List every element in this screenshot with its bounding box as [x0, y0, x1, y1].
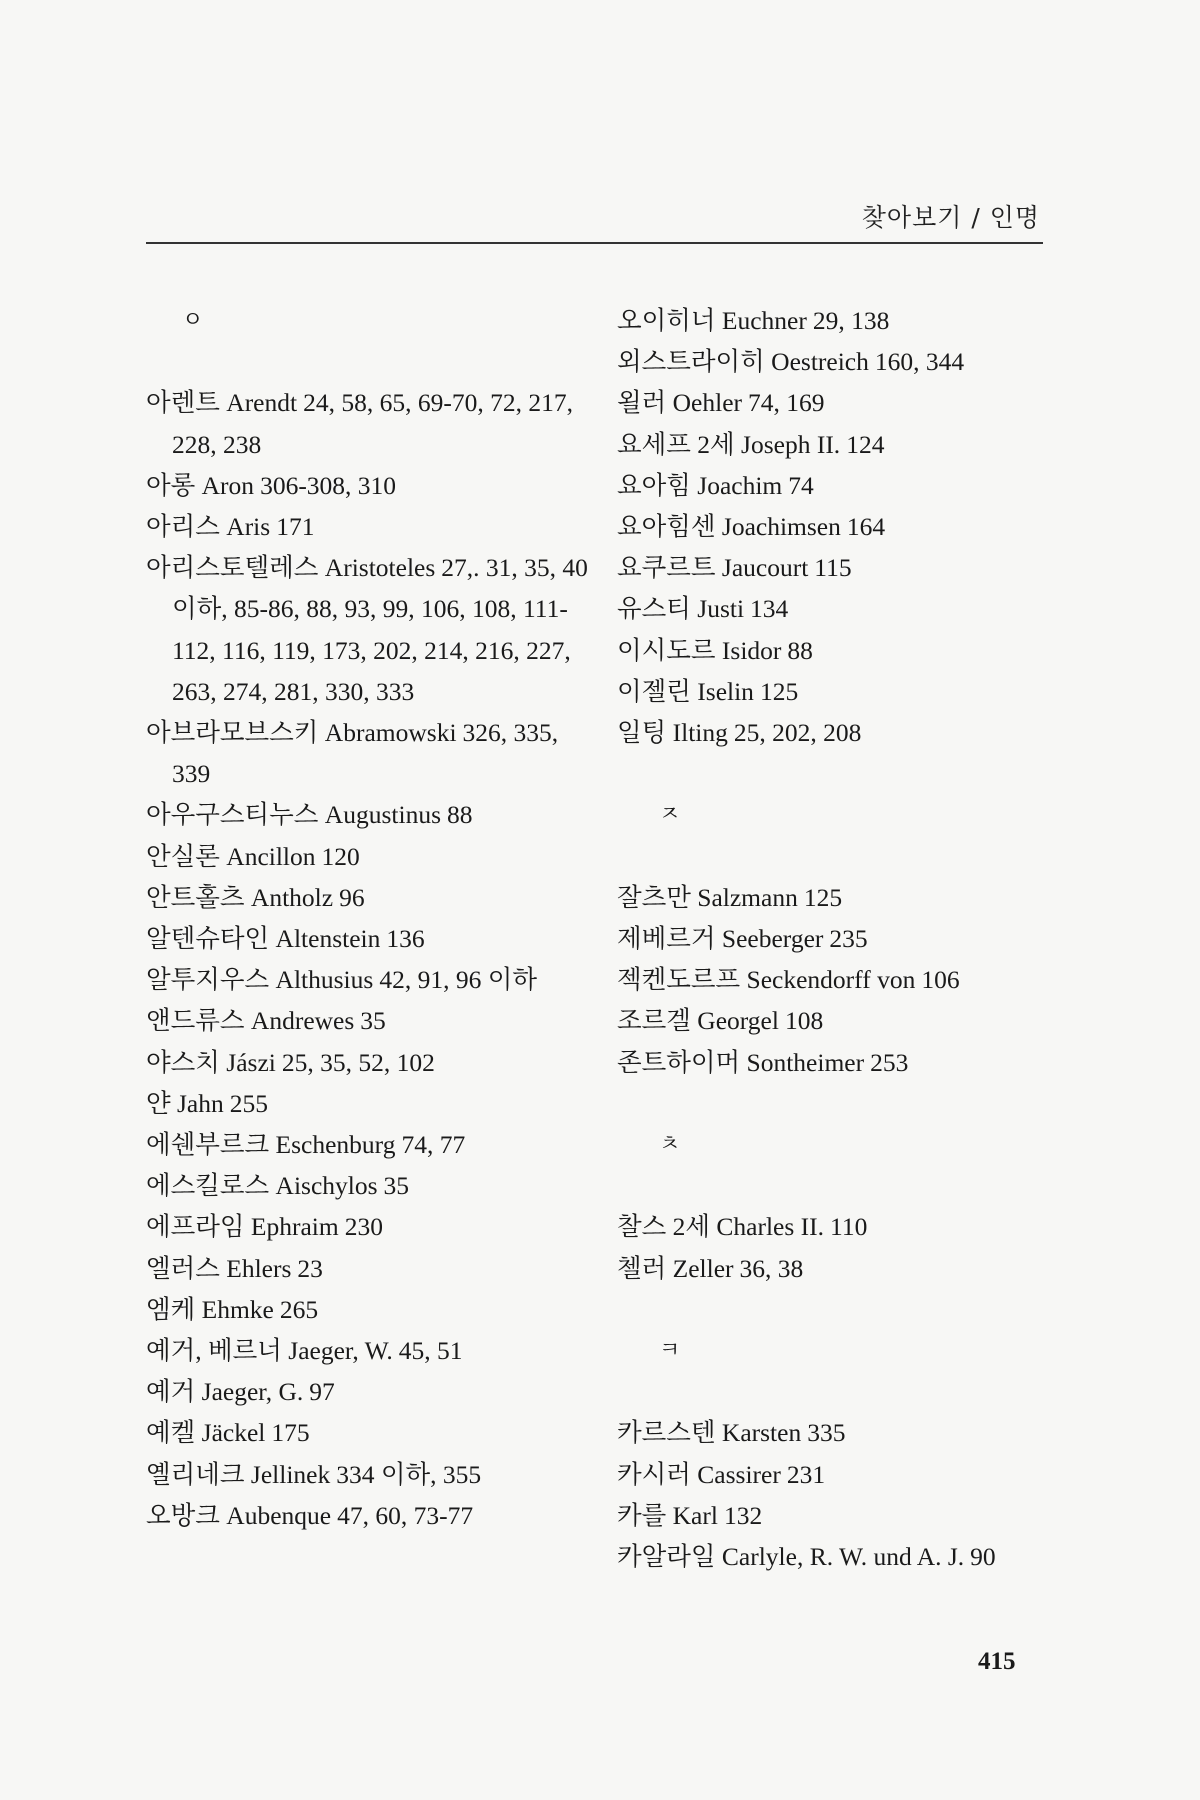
entry-pages: 74, 77	[401, 1130, 466, 1160]
index-entry	[617, 959, 1067, 1000]
entry-pages: 45, 51	[398, 1336, 463, 1366]
entry-term: 욀러 Oehler	[617, 388, 743, 418]
entry-pages: 110	[830, 1212, 868, 1242]
entry-term: 존트하이머 Sontheimer	[617, 1047, 865, 1077]
index-entry	[146, 1083, 596, 1124]
index-entry	[617, 1042, 1067, 1083]
index-entry	[146, 712, 596, 794]
index-entry	[617, 300, 1067, 341]
entry-pages: 265	[279, 1294, 319, 1324]
entry-term: 오방크 Aubenque	[146, 1500, 332, 1530]
entry-pages: 335	[807, 1418, 846, 1448]
index-entry	[146, 794, 596, 835]
index-entry	[146, 1371, 596, 1412]
entry-term: 아우구스티누스 Augustinus	[146, 800, 441, 830]
entry-term: 안트홀츠 Antholz	[146, 882, 334, 912]
index-entry	[146, 836, 596, 877]
section-spacer	[617, 753, 1067, 794]
entry-term: 이젤린 Iselin	[617, 676, 754, 706]
entry-pages: 42, 91, 96 이하	[379, 965, 537, 995]
entry-pages: 231	[786, 1459, 826, 1489]
header-rule	[146, 242, 1043, 244]
entry-term: 이시도르 Isidor	[617, 635, 782, 665]
entry-pages: 23	[297, 1253, 323, 1283]
entry-term: 엘러스 Ehlers	[146, 1253, 292, 1283]
index-entry	[617, 588, 1067, 629]
entry-pages: 24, 58, 65, 69-70, 72, 217, 228, 238	[172, 388, 580, 459]
entry-pages: 47, 60, 73-77	[337, 1500, 474, 1530]
section-spacer	[146, 341, 596, 382]
entry-pages: 29, 138	[812, 306, 890, 335]
entry-term: 카시러 Cassirer	[617, 1459, 781, 1489]
section-spacer	[617, 1083, 1067, 1124]
index-entry	[146, 506, 596, 547]
section-heading: ㅈ	[659, 802, 681, 828]
entry-term: 앤드류스 Andrewes	[146, 1006, 355, 1036]
index-entry	[146, 1495, 596, 1536]
index-entry	[146, 1454, 596, 1495]
index-entry	[146, 547, 596, 712]
entry-pages: 255	[229, 1088, 268, 1118]
entry-term: 아롱 Aron	[146, 470, 255, 500]
index-entry	[146, 1165, 596, 1206]
index-entry	[617, 1206, 1067, 1247]
entry-term: 일팅 Ilting	[617, 718, 728, 748]
index-entry	[617, 341, 1067, 382]
entry-term: 엠케 Ehmke	[146, 1294, 274, 1324]
index-entry	[146, 877, 596, 918]
entry-term: 요아힘센 Joachimsen	[617, 512, 841, 542]
index-entry	[146, 1124, 596, 1165]
index-entry	[617, 1000, 1067, 1041]
section-spacer	[617, 1371, 1067, 1412]
section-heading: ㅋ	[659, 1337, 681, 1363]
index-entry	[146, 465, 596, 506]
entry-term: 에쉔부르크 Eschenburg	[146, 1130, 396, 1160]
index-entry	[617, 1495, 1067, 1536]
index-entry	[617, 506, 1067, 547]
entry-pages: 97	[309, 1377, 335, 1407]
entry-pages: 164	[846, 512, 886, 542]
entry-term: 카알라일 Carlyle, R. W. und A. J.	[617, 1541, 965, 1571]
running-header: 찾아보기 / 인명	[861, 203, 1040, 232]
entry-term: 예거 Jaeger, G.	[146, 1377, 304, 1407]
entry-pages: 74, 169	[748, 388, 825, 418]
left-entry-list	[146, 382, 596, 1536]
index-entry	[617, 1412, 1067, 1453]
index-entry	[617, 382, 1067, 423]
entry-term: 아브라모브스키 Abramowski	[146, 718, 457, 747]
entry-pages: 120	[321, 841, 360, 871]
index-entry	[146, 1289, 596, 1330]
entry-term: 젝켄도르프 Seckendorff von	[617, 965, 916, 995]
entry-term: 카를 Karl	[617, 1500, 718, 1530]
entry-pages: 25, 202, 208	[733, 718, 862, 748]
entry-term: 요아힘 Joachim	[617, 470, 783, 500]
entry-term: 조르겔 Georgel	[617, 1006, 779, 1036]
section-heading: ㅊ	[659, 1132, 681, 1157]
entry-pages: 35	[383, 1171, 410, 1201]
entry-pages: 306-308, 310	[260, 470, 397, 500]
page-number: 415	[978, 1648, 1016, 1675]
entry-term: 잘츠만 Salzmann	[617, 882, 798, 912]
entry-pages: 90	[970, 1541, 996, 1571]
entry-term: 요쿠르트 Jaucourt	[617, 553, 809, 583]
index-entry	[146, 1000, 596, 1041]
entry-pages: 25, 35, 52, 102	[281, 1047, 435, 1077]
entry-term: 찰스 2세 Charles II.	[617, 1212, 825, 1242]
entry-pages: 36, 38	[739, 1253, 804, 1283]
entry-pages: 171	[276, 511, 315, 541]
entry-pages: 134	[750, 594, 789, 624]
index-entry	[146, 1412, 596, 1453]
index-entry	[146, 382, 596, 464]
index-entry	[146, 959, 596, 1000]
left-index-column	[146, 300, 596, 1536]
entry-pages: 74	[788, 470, 814, 500]
index-entry	[617, 1248, 1067, 1289]
entry-pages: 334 이하, 355	[336, 1459, 482, 1489]
index-entry	[146, 1042, 596, 1083]
entry-term: 예거, 베르너 Jaeger, W.	[146, 1336, 393, 1366]
entry-term: 옐리네크 Jellinek	[146, 1459, 331, 1489]
entry-term: 아리스 Aris	[146, 511, 271, 541]
entry-term: 첼러 Zeller	[617, 1253, 734, 1283]
entry-term: 오이히너 Euchner	[617, 306, 807, 335]
entry-pages: 88	[787, 635, 813, 665]
index-entry	[146, 1330, 596, 1371]
index-entry	[146, 1248, 596, 1289]
entry-pages: 326, 335, 339	[172, 718, 565, 789]
entry-pages: 230	[344, 1212, 383, 1242]
entry-pages: 125	[759, 676, 799, 706]
entry-pages: 96	[339, 882, 365, 912]
entry-term: 아리스토텔레스 Aristoteles	[146, 553, 436, 583]
entry-pages: 136	[386, 924, 425, 954]
entry-pages: 175	[271, 1418, 310, 1448]
index-entry	[617, 1454, 1067, 1495]
entry-term: 아렌트 Arendt	[146, 388, 298, 418]
entry-pages: 253	[870, 1047, 909, 1077]
entry-term: 제베르거 Seeberger	[617, 924, 824, 953]
index-entry	[617, 465, 1067, 506]
entry-term: 에프라임 Ephraim	[146, 1212, 339, 1242]
index-entry	[617, 877, 1067, 918]
index-entry	[617, 671, 1067, 712]
entry-term: 에스킬로스 Aischylos	[146, 1171, 378, 1201]
index-entry	[146, 1206, 596, 1247]
index-entry	[617, 712, 1067, 753]
entry-pages: 35	[360, 1006, 386, 1036]
entry-term: 야스치 Jászi	[146, 1047, 276, 1077]
index-entry	[146, 918, 596, 959]
entry-term: 알투지우스 Althusius	[146, 965, 374, 995]
entry-pages: 115	[814, 553, 852, 583]
right-index-column	[617, 300, 1067, 1577]
section-spacer	[617, 1289, 1067, 1330]
entry-pages: 106	[921, 965, 960, 995]
index-entry	[617, 630, 1067, 671]
index-entry	[617, 1536, 1067, 1577]
entry-term: 요세프 2세 Joseph II.	[617, 429, 841, 459]
entry-pages: 108	[784, 1006, 824, 1036]
section-spacer	[617, 1165, 1067, 1206]
index-entry	[617, 918, 1067, 959]
entry-term: 유스티 Justi	[617, 594, 745, 624]
entry-term: 예켈 Jäckel	[146, 1418, 266, 1448]
entry-term: 얀 Jahn	[146, 1088, 224, 1118]
entry-pages: 235	[829, 924, 868, 953]
entry-pages: 27,. 31, 35, 40 이하, 85-86, 88, 93, 99, 106, 108, 111-112, 116, 119, 173, 202, 214, 216, 227, 263, 274, 281, 330, 333	[172, 553, 595, 706]
index-entry	[617, 424, 1067, 465]
section-heading: ㅇ	[182, 308, 204, 333]
index-entry	[617, 547, 1067, 588]
entry-pages: 132	[723, 1500, 763, 1530]
entry-pages: 124	[846, 429, 885, 459]
entry-pages: 160, 344	[874, 347, 965, 377]
section-spacer	[617, 836, 1067, 877]
entry-term: 안실론 Ancillon	[146, 841, 316, 871]
entry-term: 알텐슈타인 Altenstein	[146, 924, 381, 954]
entry-term: 카르스텐 Karsten	[617, 1418, 802, 1448]
entry-term: 외스트라이히 Oestreich	[617, 347, 869, 377]
entry-pages: 125	[803, 882, 843, 912]
entry-pages: 88	[447, 800, 473, 830]
